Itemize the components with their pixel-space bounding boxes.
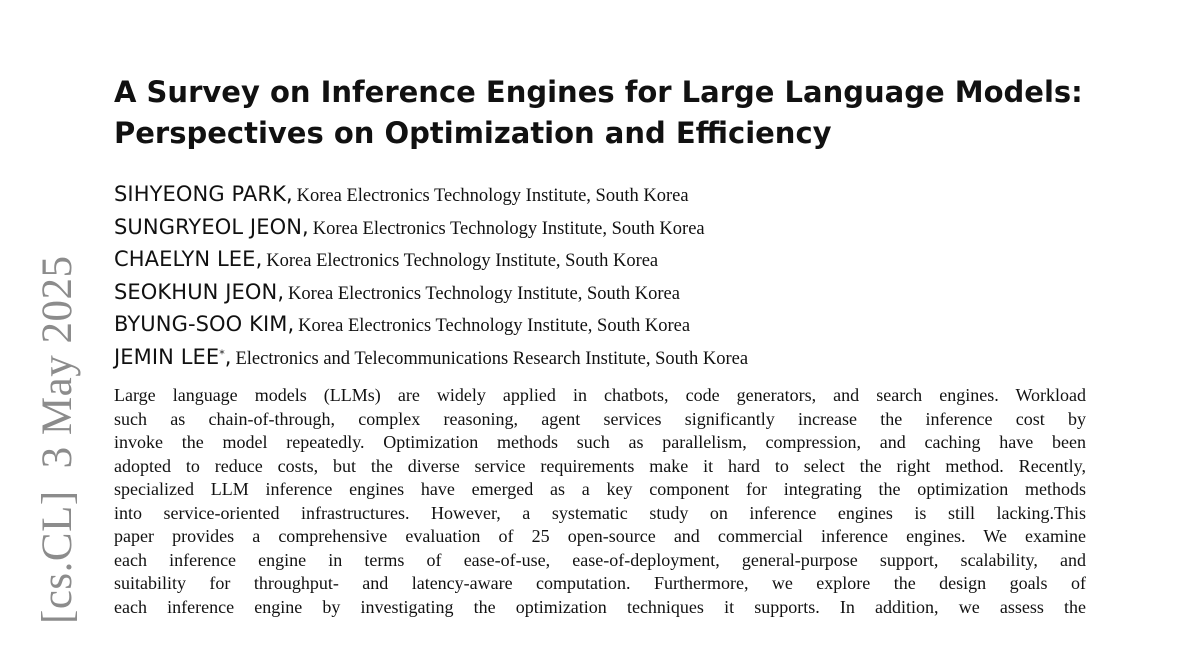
paper-title-line-2: Perspectives on Optimization and Efficiency bbox=[114, 116, 832, 150]
author-affiliation: Korea Electronics Technology Institute, South Korea bbox=[298, 316, 691, 337]
abstract-line: each inference engine in terms of ease-of-use, ease-of-deployment, general-purpose support, scalability, and bbox=[114, 549, 1086, 570]
abstract bbox=[114, 384, 1086, 619]
author-separator: , bbox=[287, 312, 295, 337]
author-entry bbox=[114, 308, 1114, 341]
arxiv-date: 3 May 2025 bbox=[34, 255, 81, 469]
paper-title-line-1: A Survey on Inference Engines for Large Language Models: bbox=[114, 75, 1083, 109]
author-separator: , bbox=[302, 214, 309, 239]
author-separator: , bbox=[277, 279, 285, 304]
author-entry bbox=[114, 211, 1114, 244]
abstract-line: paper provides a comprehensive evaluation of 25 open-source and commercial inference engines. We examine bbox=[114, 526, 1086, 546]
paper-title bbox=[114, 72, 1114, 154]
author-affiliation: Korea Electronics Technology Institute, South Korea bbox=[288, 283, 680, 304]
abstract-line: Large language models (LLMs) are widely applied in chatbots, code generators, and search engines. Workload bbox=[114, 385, 1086, 405]
author-name: SIHYEONG PARK bbox=[114, 182, 286, 206]
author-affiliation: Korea Electronics Technology Institute, South Korea bbox=[266, 251, 659, 272]
author-list bbox=[114, 178, 1114, 374]
author-affiliation: Electronics and Telecommunications Research Institute, South Korea bbox=[235, 348, 749, 369]
arxiv-sidebar-stamp bbox=[36, 256, 79, 624]
abstract-line: adopted to reduce costs, but the diverse service requirements make it hard to select the right method. Recently, bbox=[114, 455, 1086, 476]
author-name: SUNGRYEOL JEON bbox=[114, 214, 303, 239]
abstract-line: each inference engine by investigating the optimization techniques it supports. In addition, we assess the bbox=[114, 596, 1086, 617]
author-entry bbox=[114, 341, 1114, 374]
abstract-line: specialized LLM inference engines have emerged as a key component for integrating the optimization methods bbox=[114, 479, 1086, 499]
author-footnote-mark: * bbox=[219, 347, 225, 361]
author-separator: , bbox=[285, 182, 293, 206]
author-separator: , bbox=[224, 344, 232, 369]
author-entry bbox=[114, 243, 1114, 276]
author-name: SEOKHUN JEON bbox=[114, 279, 278, 304]
author-affiliation: Korea Electronics Technology Institute, South Korea bbox=[312, 218, 705, 239]
abstract-line: invoke the model repeatedly. Optimization methods such as parallelism, compression, and caching have been bbox=[114, 432, 1086, 452]
author-affiliation: Korea Electronics Technology Institute, South Korea bbox=[296, 186, 689, 206]
author-name: CHAELYN LEE bbox=[114, 247, 256, 272]
abstract-line: suitability for throughput- and latency-aware computation. Furthermore, we explore the design goals of bbox=[114, 573, 1086, 593]
author-separator: , bbox=[255, 247, 263, 272]
author-name: JEMIN LEE bbox=[114, 344, 220, 369]
abstract-line: such as chain-of-through, complex reasoning, agent services significantly increase the inference cost by bbox=[114, 408, 1086, 429]
author-name: BYUNG-SOO KIM bbox=[114, 312, 288, 337]
arxiv-category: [cs.CL] bbox=[34, 490, 81, 624]
author-entry bbox=[114, 178, 1114, 211]
abstract-line: into service-oriented infrastructures. However, a systematic study on inference engines is still lacking.This bbox=[114, 502, 1086, 523]
author-entry bbox=[114, 276, 1114, 309]
